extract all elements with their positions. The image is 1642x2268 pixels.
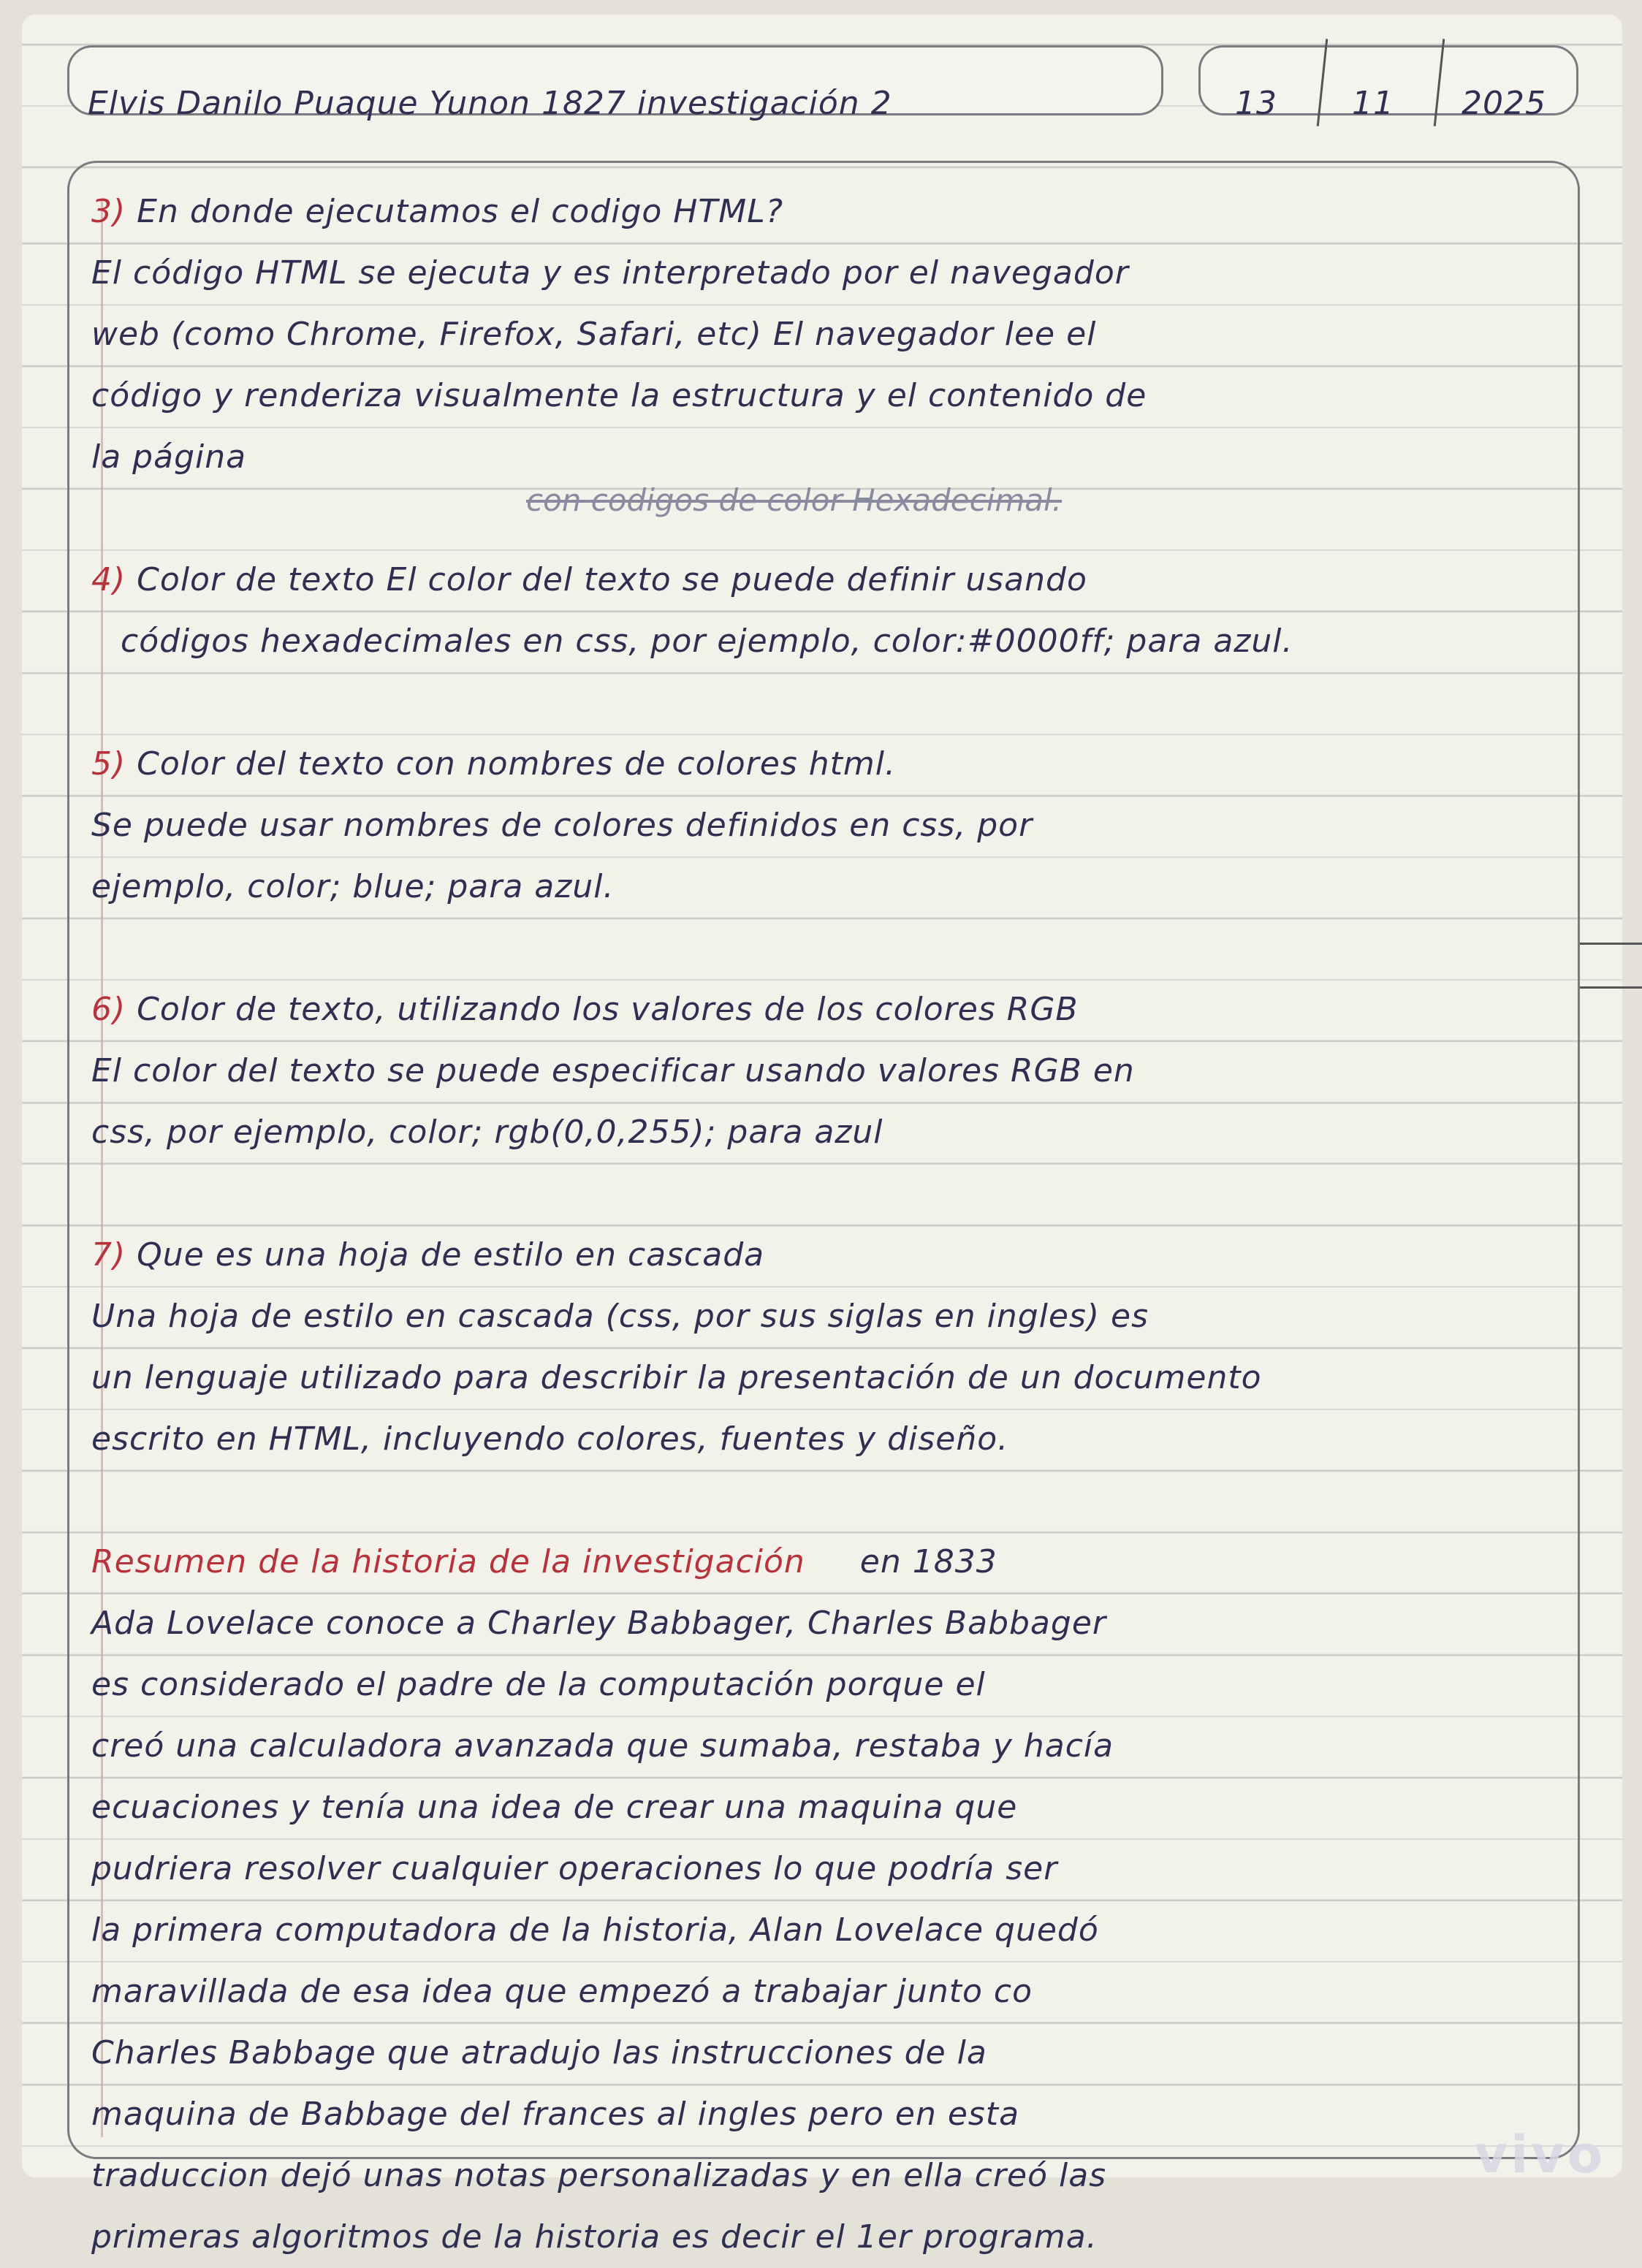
section-heading bbox=[91, 549, 1293, 611]
section-text-line: web (como Chrome, Firefox, Safari, etc) El navegador lee el bbox=[91, 304, 1293, 365]
section-number: 3) bbox=[91, 193, 126, 230]
summary-text-line: Charles Babbage que atradujo las instrucciones de la bbox=[91, 2022, 1293, 2084]
section-heading bbox=[91, 734, 1293, 795]
section-heading bbox=[91, 1225, 1293, 1286]
section-number: 4) bbox=[91, 561, 126, 598]
date-separator bbox=[1317, 39, 1329, 126]
section-text-line: escrito en HTML, incluyendo colores, fuentes y diseño. bbox=[91, 1409, 1293, 1470]
section-title: Que es una hoja de estilo en cascada bbox=[137, 1236, 764, 1274]
section-heading bbox=[91, 181, 1293, 243]
summary-heading bbox=[91, 1531, 1293, 1593]
section-number: 6) bbox=[91, 991, 126, 1028]
section-text-line: códigos hexadecimales en css, por ejemplo, color:#0000ff; para azul. bbox=[91, 611, 1293, 672]
crossed-out-note: con codigos de color Hexadecimal. bbox=[526, 482, 1062, 518]
summary-text-line: creó una calculadora avanzada que sumaba, restaba y hacía bbox=[91, 1716, 1293, 1777]
section-text-line: ejemplo, color; blue; para azul. bbox=[91, 856, 1293, 918]
section-title: Color del texto con nombres de colores html. bbox=[137, 745, 896, 783]
section-text-line: Una hoja de estilo en cascada (css, por sus siglas en ingles) es bbox=[91, 1286, 1293, 1347]
page-edge-mark bbox=[1578, 943, 1642, 945]
section-text-line: la página bbox=[91, 427, 1293, 488]
section-text-line: Se puede usar nombres de colores definidos en css, por bbox=[91, 795, 1293, 856]
date-month: 11 bbox=[1352, 73, 1394, 134]
section-title: Color de texto El color del texto se puede definir usando bbox=[137, 561, 1087, 598]
section-heading bbox=[91, 979, 1293, 1040]
date-day: 13 bbox=[1235, 73, 1277, 134]
section-title: En donde ejecutamos el codigo HTML? bbox=[137, 193, 783, 230]
summary-text-line: Ada Lovelace conoce a Charley Babbager, Charles Babbager bbox=[91, 1593, 1293, 1654]
section-number: 5) bbox=[91, 745, 126, 783]
section-text-line: css, por ejemplo, color; rgb(0,0,255); para azul bbox=[91, 1102, 1293, 1163]
summary-text-line: primeras algoritmos de la historia es decir el 1er programa. bbox=[91, 2207, 1293, 2268]
section-text-line: un lenguaje utilizado para describir la presentación de un documento bbox=[91, 1347, 1293, 1409]
spacer bbox=[91, 918, 1293, 979]
date-year: 2025 bbox=[1462, 73, 1546, 134]
section-text-line: código y renderiza visualmente la estructura y el contenido de bbox=[91, 365, 1293, 427]
summary-text-line: es considerado el padre de la computación porque el bbox=[91, 1654, 1293, 1716]
summary-text-line: traduccion dejó unas notas personalizadas y en ella creó las bbox=[91, 2145, 1293, 2207]
summary-text-line: la primera computadora de la historia, Alan Lovelace quedó bbox=[91, 1900, 1293, 1961]
camera-watermark: vivo bbox=[1475, 2125, 1605, 2185]
page-edge-mark bbox=[1578, 986, 1642, 989]
student-name-line: Elvis Danilo Puaque Yunon 1827 investigación 2 bbox=[88, 73, 892, 134]
section-text-line: El código HTML se ejecuta y es interpretado por el navegador bbox=[91, 243, 1293, 304]
summary-title-suffix: en 1833 bbox=[860, 1543, 997, 1580]
section-title: Color de texto, utilizando los valores de los colores RGB bbox=[137, 991, 1078, 1028]
spacer bbox=[91, 1163, 1293, 1225]
date-separator bbox=[1434, 39, 1445, 126]
summary-text-line: ecuaciones y tenía una idea de crear una maquina que bbox=[91, 1777, 1293, 1838]
spacer bbox=[91, 1470, 1293, 1531]
notes-content bbox=[91, 167, 1293, 2268]
spacer bbox=[91, 672, 1293, 734]
spacer bbox=[91, 488, 1293, 549]
summary-text-line: pudriera resolver cualquier operaciones lo que podría ser bbox=[91, 1838, 1293, 1900]
summary-text-line: maravillada de esa idea que empezó a trabajar junto co bbox=[91, 1961, 1293, 2022]
summary-text-line: maquina de Babbage del frances al ingles pero en esta bbox=[91, 2084, 1293, 2145]
section-text-line: El color del texto se puede especificar usando valores RGB en bbox=[91, 1040, 1293, 1102]
summary-title: Resumen de la historia de la investigación bbox=[91, 1543, 805, 1580]
section-number: 7) bbox=[91, 1236, 126, 1274]
